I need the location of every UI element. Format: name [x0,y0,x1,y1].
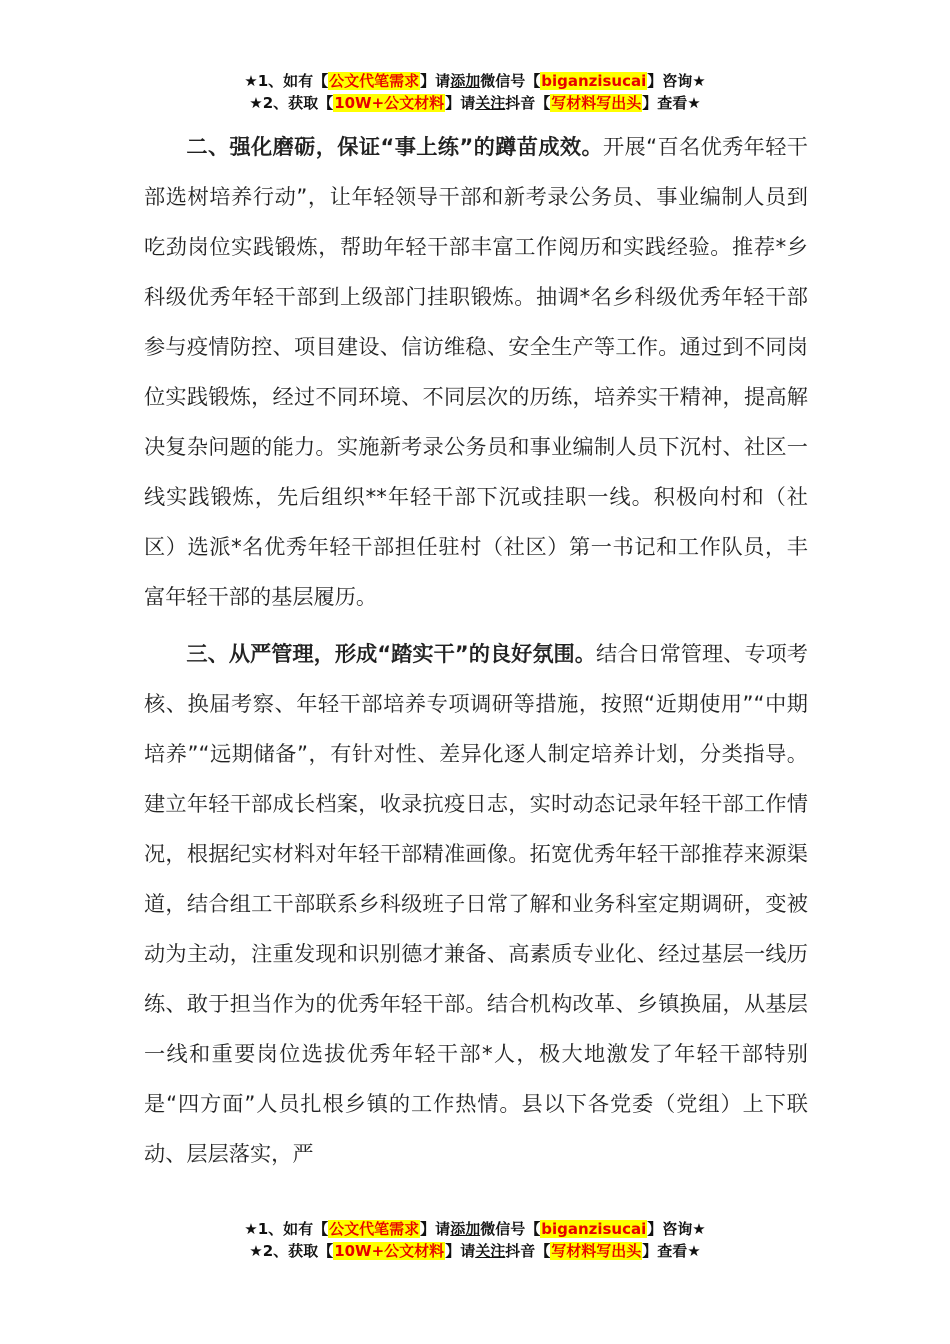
banner-text: 】请 [445,1242,476,1260]
banner-text: 微信号【 [480,1220,541,1238]
banner-highlight: 写材料写出头 [551,1242,642,1260]
banner-highlight: biganzisucai [541,1220,647,1238]
banner-line-2 [0,1240,950,1262]
banner-text: ★2、获取【 [249,94,334,112]
footer-banner [0,1218,950,1262]
banner-text: 抖音【 [505,1242,551,1260]
banner-text: 】请 [420,1220,451,1238]
banner-underline: 关注 [475,94,506,112]
banner-text: 】查看★ [642,94,701,112]
section-body: 结合日常管理、专项考核、换届考察、年轻干部培养专项调研等措施，按照“近期使用”“中期培养”“远期储备”，有针对性、差异化逐人制定培养计划，分类指导。建立年轻干部成长档案，收录抗疫日志，实时动态记录年轻干部工作情况，根据纪实材料对年轻干部精准画像。拓宽优秀年轻干部推荐来源渠道，结合组工干部联系乡科级班子日常了解和业务科室定期调研，变被动为主动，注重发现和识别德才兼备、高素质专业化、经过基层一线历练、敢于担当作为的优秀年轻干部。结合机构改革、乡镇换届，从基层一线和重要岗位选拔优秀年轻干部*人，极大地激发了年轻干部特别是“四方面”人员扎根乡镇的工作热情。县以下各党委（党组）上下联动、层层落实，严 [144,641,808,1166]
paragraph-section-3 [144,629,808,1179]
banner-text: ★1、如有【 [244,72,329,90]
banner-highlight: 公文代笔需求 [329,1220,420,1238]
banner-text: 】请 [420,72,451,90]
section-heading: 三、从严管理，形成“踏实干”的良好氛围。 [186,641,596,666]
banner-text: ★1、如有【 [244,1220,329,1238]
banner-line-2 [0,92,950,114]
banner-highlight: 10W+公文材料 [334,94,445,112]
banner-underline: 添加 [450,1220,481,1238]
banner-highlight: 写材料写出头 [551,94,642,112]
paragraph-section-2 [144,122,808,622]
banner-highlight: biganzisucai [541,72,647,90]
banner-highlight: 10W+公文材料 [334,1242,445,1260]
header-banner [0,70,950,114]
banner-text: ★2、获取【 [249,1242,334,1260]
section-heading: 二、强化磨砺，保证“事上练”的蹲苗成效。 [186,134,603,159]
banner-underline: 关注 [475,1242,506,1260]
banner-text: 】咨询★ [647,72,706,90]
document-body [144,122,808,1179]
banner-highlight: 公文代笔需求 [329,72,420,90]
banner-text: 抖音【 [505,94,551,112]
section-body: 开展“百名优秀年轻干部选树培养行动”，让年轻领导干部和新考录公务员、事业编制人员到吃劲岗位实践锻炼，帮助年轻干部丰富工作阅历和实践经验。推荐*乡科级优秀年轻干部到上级部门挂职锻炼。抽调*名乡科级优秀年轻干部参与疫情防控、项目建设、信访维稳、安全生产等工作。通过到不同岗位实践锻炼，经过不同环境、不同层次的历练，培养实干精神，提高解决复杂问题的能力。实施新考录公务员和事业编制人员下沉村、社区一线实践锻炼，先后组织**年轻干部下沉或挂职一线。积极向村和（社区）选派*名优秀年轻干部担任驻村（社区）第一书记和工作队员，丰富年轻干部的基层履历。 [144,134,808,609]
banner-text: 】查看★ [642,1242,701,1260]
banner-underline: 添加 [450,72,481,90]
banner-text: 】请 [445,94,476,112]
banner-line-1 [0,70,950,92]
banner-text: 微信号【 [480,72,541,90]
banner-line-1 [0,1218,950,1240]
banner-text: 】咨询★ [647,1220,706,1238]
